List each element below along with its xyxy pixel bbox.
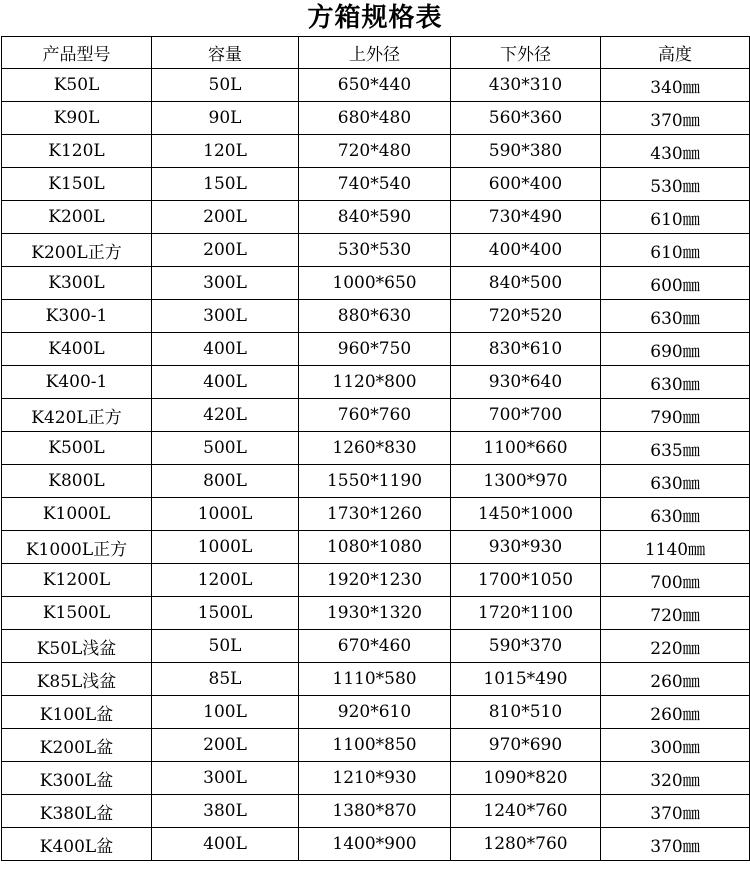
- table-row: [2, 168, 750, 201]
- cell-bottom-diameter: 600*400: [451, 168, 601, 201]
- table-header-row: [2, 37, 750, 69]
- cell-bottom-diameter: 1240*760: [451, 795, 601, 828]
- cell-height: 370㎜: [601, 828, 750, 861]
- cell-height: 630㎜: [601, 300, 750, 333]
- cell-capacity: 1200L: [152, 564, 299, 597]
- cell-height: 220㎜: [601, 630, 750, 663]
- header-capacity: 容量: [152, 37, 299, 69]
- cell-model: K1000L: [2, 498, 152, 531]
- cell-model: K420L正方: [2, 399, 152, 432]
- cell-bottom-diameter: 1720*1100: [451, 597, 601, 630]
- cell-top-diameter: 880*630: [299, 300, 451, 333]
- table-row: [2, 762, 750, 795]
- cell-bottom-diameter: 1300*970: [451, 465, 601, 498]
- cell-height: 690㎜: [601, 333, 750, 366]
- cell-capacity: 500L: [152, 432, 299, 465]
- table-row: [2, 201, 750, 234]
- cell-top-diameter: 530*530: [299, 234, 451, 267]
- cell-top-diameter: 1100*850: [299, 729, 451, 762]
- cell-top-diameter: 650*440: [299, 69, 451, 102]
- cell-height: 370㎜: [601, 102, 750, 135]
- cell-model: K120L: [2, 135, 152, 168]
- cell-model: K100L盆: [2, 696, 152, 729]
- cell-bottom-diameter: 590*370: [451, 630, 601, 663]
- table-row: [2, 333, 750, 366]
- table-row: [2, 663, 750, 696]
- cell-top-diameter: 1380*870: [299, 795, 451, 828]
- cell-capacity: 300L: [152, 267, 299, 300]
- cell-height: 370㎜: [601, 795, 750, 828]
- cell-model: K85L浅盆: [2, 663, 152, 696]
- cell-bottom-diameter: 1100*660: [451, 432, 601, 465]
- cell-capacity: 90L: [152, 102, 299, 135]
- cell-height: 720㎜: [601, 597, 750, 630]
- cell-capacity: 400L: [152, 366, 299, 399]
- cell-bottom-diameter: 930*930: [451, 531, 601, 564]
- cell-height: 790㎜: [601, 399, 750, 432]
- table-row: [2, 69, 750, 102]
- cell-top-diameter: 680*480: [299, 102, 451, 135]
- cell-bottom-diameter: 1015*490: [451, 663, 601, 696]
- cell-top-diameter: 840*590: [299, 201, 451, 234]
- cell-model: K300L盆: [2, 762, 152, 795]
- cell-bottom-diameter: 560*360: [451, 102, 601, 135]
- cell-model: K1000L正方: [2, 531, 152, 564]
- cell-capacity: 380L: [152, 795, 299, 828]
- cell-bottom-diameter: 430*310: [451, 69, 601, 102]
- cell-bottom-diameter: 970*690: [451, 729, 601, 762]
- table-row: [2, 498, 750, 531]
- table-row: [2, 729, 750, 762]
- cell-top-diameter: 1210*930: [299, 762, 451, 795]
- cell-capacity: 150L: [152, 168, 299, 201]
- cell-model: K1500L: [2, 597, 152, 630]
- cell-model: K50L浅盆: [2, 630, 152, 663]
- cell-capacity: 1000L: [152, 498, 299, 531]
- cell-height: 610㎜: [601, 201, 750, 234]
- cell-bottom-diameter: 590*380: [451, 135, 601, 168]
- cell-top-diameter: 670*460: [299, 630, 451, 663]
- cell-height: 610㎜: [601, 234, 750, 267]
- cell-model: K150L: [2, 168, 152, 201]
- table-row: [2, 267, 750, 300]
- table-row: [2, 366, 750, 399]
- cell-top-diameter: 720*480: [299, 135, 451, 168]
- cell-capacity: 1500L: [152, 597, 299, 630]
- table-body: [2, 69, 750, 861]
- cell-capacity: 420L: [152, 399, 299, 432]
- cell-height: 300㎜: [601, 729, 750, 762]
- cell-height: 600㎜: [601, 267, 750, 300]
- table-row: [2, 234, 750, 267]
- table-row: [2, 465, 750, 498]
- cell-model: K50L: [2, 69, 152, 102]
- cell-top-diameter: 1000*650: [299, 267, 451, 300]
- cell-bottom-diameter: 720*520: [451, 300, 601, 333]
- cell-height: 260㎜: [601, 663, 750, 696]
- cell-top-diameter: 1110*580: [299, 663, 451, 696]
- cell-capacity: 200L: [152, 729, 299, 762]
- cell-model: K1200L: [2, 564, 152, 597]
- table-row: [2, 135, 750, 168]
- cell-capacity: 85L: [152, 663, 299, 696]
- cell-height: 1140㎜: [601, 531, 750, 564]
- cell-top-diameter: 1730*1260: [299, 498, 451, 531]
- cell-bottom-diameter: 840*500: [451, 267, 601, 300]
- cell-height: 630㎜: [601, 366, 750, 399]
- spec-table: [1, 36, 750, 861]
- cell-model: K400L盆: [2, 828, 152, 861]
- cell-bottom-diameter: 1700*1050: [451, 564, 601, 597]
- cell-model: K200L盆: [2, 729, 152, 762]
- cell-bottom-diameter: 1450*1000: [451, 498, 601, 531]
- cell-height: 700㎜: [601, 564, 750, 597]
- cell-model: K800L: [2, 465, 152, 498]
- cell-bottom-diameter: 930*640: [451, 366, 601, 399]
- cell-top-diameter: 1120*800: [299, 366, 451, 399]
- cell-height: 320㎜: [601, 762, 750, 795]
- table-row: [2, 432, 750, 465]
- cell-height: 635㎜: [601, 432, 750, 465]
- cell-model: K400-1: [2, 366, 152, 399]
- cell-top-diameter: 960*750: [299, 333, 451, 366]
- cell-capacity: 50L: [152, 630, 299, 663]
- cell-top-diameter: 1920*1230: [299, 564, 451, 597]
- table-row: [2, 564, 750, 597]
- table-row: [2, 828, 750, 861]
- cell-height: 430㎜: [601, 135, 750, 168]
- cell-bottom-diameter: 700*700: [451, 399, 601, 432]
- cell-model: K200L正方: [2, 234, 152, 267]
- page-title: 方箱规格表: [307, 3, 443, 33]
- cell-top-diameter: 920*610: [299, 696, 451, 729]
- cell-height: 630㎜: [601, 465, 750, 498]
- cell-bottom-diameter: 1280*760: [451, 828, 601, 861]
- cell-model: K300-1: [2, 300, 152, 333]
- table-row: [2, 597, 750, 630]
- cell-top-diameter: 1550*1190: [299, 465, 451, 498]
- cell-top-diameter: 1260*830: [299, 432, 451, 465]
- cell-capacity: 200L: [152, 201, 299, 234]
- cell-model: K400L: [2, 333, 152, 366]
- table-row: [2, 696, 750, 729]
- cell-top-diameter: 1930*1320: [299, 597, 451, 630]
- cell-bottom-diameter: 400*400: [451, 234, 601, 267]
- cell-top-diameter: 1400*900: [299, 828, 451, 861]
- cell-capacity: 800L: [152, 465, 299, 498]
- table-row: [2, 102, 750, 135]
- cell-height: 340㎜: [601, 69, 750, 102]
- cell-height: 530㎜: [601, 168, 750, 201]
- cell-height: 630㎜: [601, 498, 750, 531]
- table-row: [2, 399, 750, 432]
- cell-capacity: 120L: [152, 135, 299, 168]
- cell-model: K500L: [2, 432, 152, 465]
- table-row: [2, 630, 750, 663]
- cell-model: K380L盆: [2, 795, 152, 828]
- cell-capacity: 400L: [152, 333, 299, 366]
- table-row: [2, 795, 750, 828]
- cell-capacity: 400L: [152, 828, 299, 861]
- cell-capacity: 200L: [152, 234, 299, 267]
- cell-capacity: 100L: [152, 696, 299, 729]
- cell-capacity: 1000L: [152, 531, 299, 564]
- header-top-diameter: 上外径: [299, 37, 451, 69]
- cell-bottom-diameter: 730*490: [451, 201, 601, 234]
- cell-bottom-diameter: 830*610: [451, 333, 601, 366]
- cell-height: 260㎜: [601, 696, 750, 729]
- header-height: 高度: [601, 37, 750, 69]
- cell-capacity: 300L: [152, 300, 299, 333]
- header-bottom-diameter: 下外径: [451, 37, 601, 69]
- cell-top-diameter: 740*540: [299, 168, 451, 201]
- header-model: 产品型号: [2, 37, 152, 69]
- cell-capacity: 50L: [152, 69, 299, 102]
- table-row: [2, 531, 750, 564]
- cell-top-diameter: 760*760: [299, 399, 451, 432]
- cell-model: K300L: [2, 267, 152, 300]
- cell-model: K90L: [2, 102, 152, 135]
- table-row: [2, 300, 750, 333]
- cell-capacity: 300L: [152, 762, 299, 795]
- cell-bottom-diameter: 1090*820: [451, 762, 601, 795]
- cell-bottom-diameter: 810*510: [451, 696, 601, 729]
- cell-top-diameter: 1080*1080: [299, 531, 451, 564]
- cell-model: K200L: [2, 201, 152, 234]
